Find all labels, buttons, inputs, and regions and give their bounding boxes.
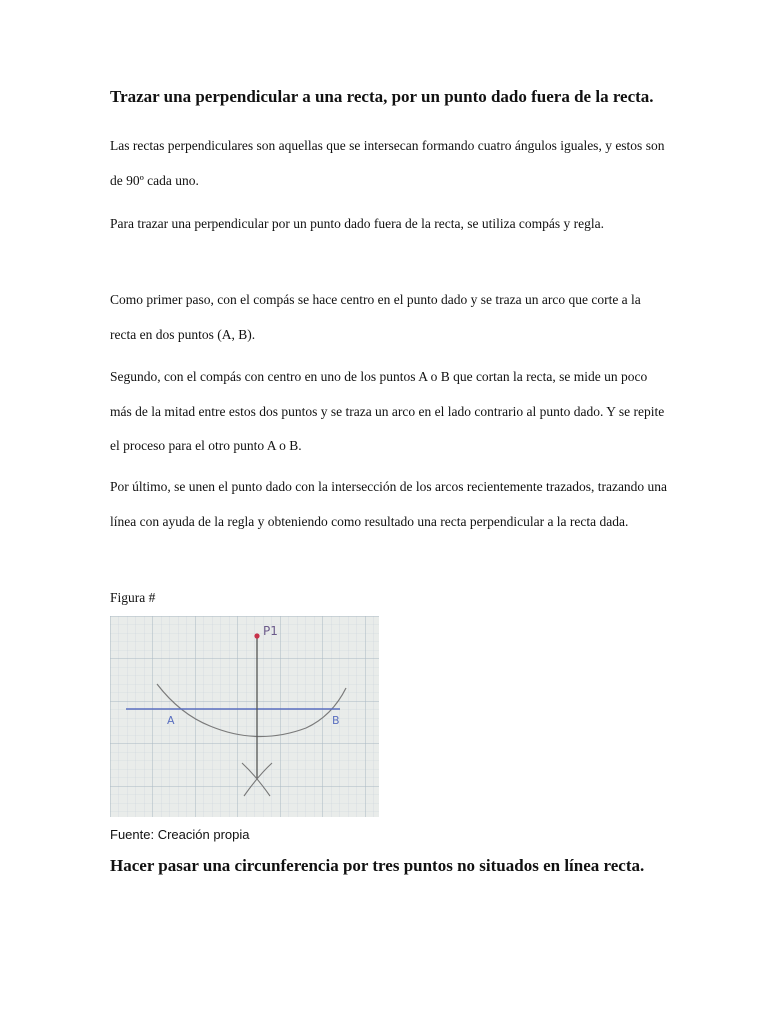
figure-drawing (110, 616, 379, 817)
section-title: Trazar una perpendicular a una recta, por un punto dado fuera de la recta. (110, 87, 654, 106)
next-section-title: Hacer pasar una circunferencia por tres puntos no situados en línea recta. (110, 856, 645, 875)
paragraph-step-one: Como primer paso, con el compás se hace centro en el punto dado y se traza un arco que corte a la recta en dos puntos (A, B). (110, 292, 641, 342)
figure-source: Fuente: Creación propia (110, 827, 250, 842)
paragraph-step-three: Por último, se unen el punto dado con la intersección de los arcos recientemente trazados, trazando una línea con ayuda de la regla y obteniendo como resultado una recta perpendicular a la recta dada. (110, 479, 668, 529)
given-point (254, 633, 259, 638)
figure-label: Figura # (110, 590, 156, 605)
point-a-label: A (167, 714, 175, 727)
point-label: P1 (263, 624, 278, 638)
point-b-label: B (332, 714, 340, 727)
paragraph-tools: Para trazar una perpendicular por un punto dado fuera de la recta, se utiliza compás y regla. (110, 216, 605, 231)
paragraph-definition: Las rectas perpendiculares son aquellas que se intersecan formando cuatro ángulos iguales, y estos son de 90º cada uno. (110, 138, 665, 188)
construction-figure (110, 616, 379, 817)
paragraph-step-two: Segundo, con el compás con centro en uno de los puntos A o B que cortan la recta, se mide un poco más de la mitad entre estos dos puntos y se traza un arco en el lado contrario al punto dado. Y se repite el proceso para el otro punto A o B. (110, 369, 665, 453)
